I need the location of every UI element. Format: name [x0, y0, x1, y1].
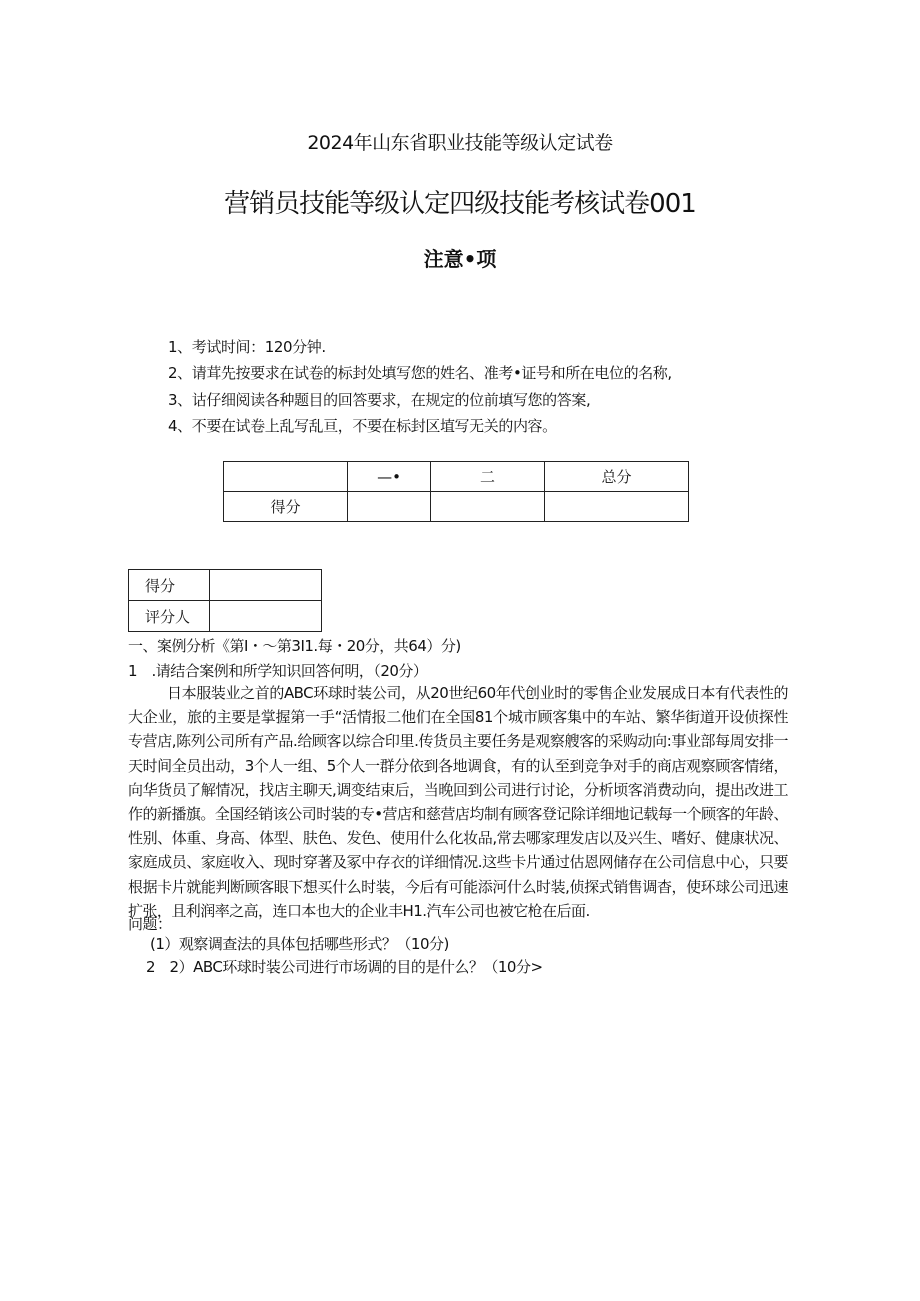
- score-table-header-row: [224, 462, 689, 492]
- sub-question: (1）观察调查法的具体包括哪些形式？（10分): [150, 935, 449, 953]
- grader-table: [128, 569, 322, 632]
- questions-label: 问题：: [128, 915, 172, 933]
- grader-score-label: 得分: [129, 570, 210, 601]
- grader-table-score-row: [129, 570, 322, 601]
- section-heading: 一、案例分析《第I・〜第3I1.每・20分，共64）分): [128, 637, 461, 655]
- grader-table-grader-row: [129, 601, 322, 632]
- notice-item: 3、诂仔细阅读各种题目的回答要求，在规定的位前填写您的答案,: [168, 391, 591, 409]
- score-cell-part-1[interactable]: [348, 492, 431, 522]
- score-table-header-part-1: —•: [348, 462, 431, 492]
- score-table-header-total: 总分: [545, 462, 689, 492]
- grader-name-cell[interactable]: [210, 601, 322, 632]
- score-table-header-part-2: 二: [431, 462, 545, 492]
- grader-score-cell[interactable]: [210, 570, 322, 601]
- case-paragraph: 日本服装业之首的ABC环球时装公司，从20世纪60年代创业时的零售企业发展成日本有代表性的大企业，旅的主要是掌握第一手“活情报二他们在全国81个城市顾客集中的车站、繁华街道开设侦探性专营店,陈列公司所有产品.给顾客以综合印里.传货员主要任务是观察艘客的采购动向:事业部每周安排一天时间全员出动，3个人一组、5个人一群分依到各地调食，有的认至到竞争对手的商店观察顾客情绪，向华货员了解情况，找店主聊天,调变结束后，当晚回到公司进行讨论，分析顷客消费动向，提出改进工作的新播旗。全国经销该公司时装的专•营店和慈营店均制有顾客登记除详细地记载每一个顾客的年龄、性别、体重、身高、体型、肤色、发色、使用什么化妆品,常去哪家理发店以及兴生、嗜好、健康状况、家庭成员、家庭收入、现时穿著及冢中存衣的详细情况.这些卡片通过估恩网储存在公司信息中心，只要根据卡片就能判断顾客眼下想买什么时装，今后有可能添河什么时装,侦探式销售调杳，使环球公司迅速扩张，且利润率之高，连口本也大的企业丰H1.汽车公司也被它枪在后面.: [128, 684, 788, 920]
- score-table-score-row: [224, 492, 689, 522]
- notice-item: 4、不要在试卷上乱写乱亘，不要在标封区埴写无关的内容。: [168, 417, 557, 435]
- score-table-corner-cell: [224, 462, 348, 492]
- score-cell-part-2[interactable]: [431, 492, 545, 522]
- score-table-row-label: 得分: [224, 492, 348, 522]
- notice-item: 1、考试时间：120分钟.: [168, 338, 326, 356]
- sub-question: 2 2）ABC环球时装公司进行市场调的目的是什么？（10分>: [146, 958, 543, 976]
- question-prompt: 1 .请结合案例和所学知识回答何明，（20分）: [128, 662, 428, 680]
- score-cell-total[interactable]: [545, 492, 689, 522]
- grader-name-label: 评分人: [129, 601, 210, 632]
- exam-header-line: 2024年山东省职业技能等级认定试卷: [307, 132, 613, 154]
- exam-title: 营销员技能等级认定四级技能考核试卷001: [224, 189, 696, 219]
- notice-heading: 注意•项: [423, 247, 497, 271]
- score-summary-table: [223, 461, 689, 522]
- notice-item: 2、请茸先按要求在试卷的标封处填写您的姓名、准考•证号和所在电位的名称,: [168, 364, 672, 382]
